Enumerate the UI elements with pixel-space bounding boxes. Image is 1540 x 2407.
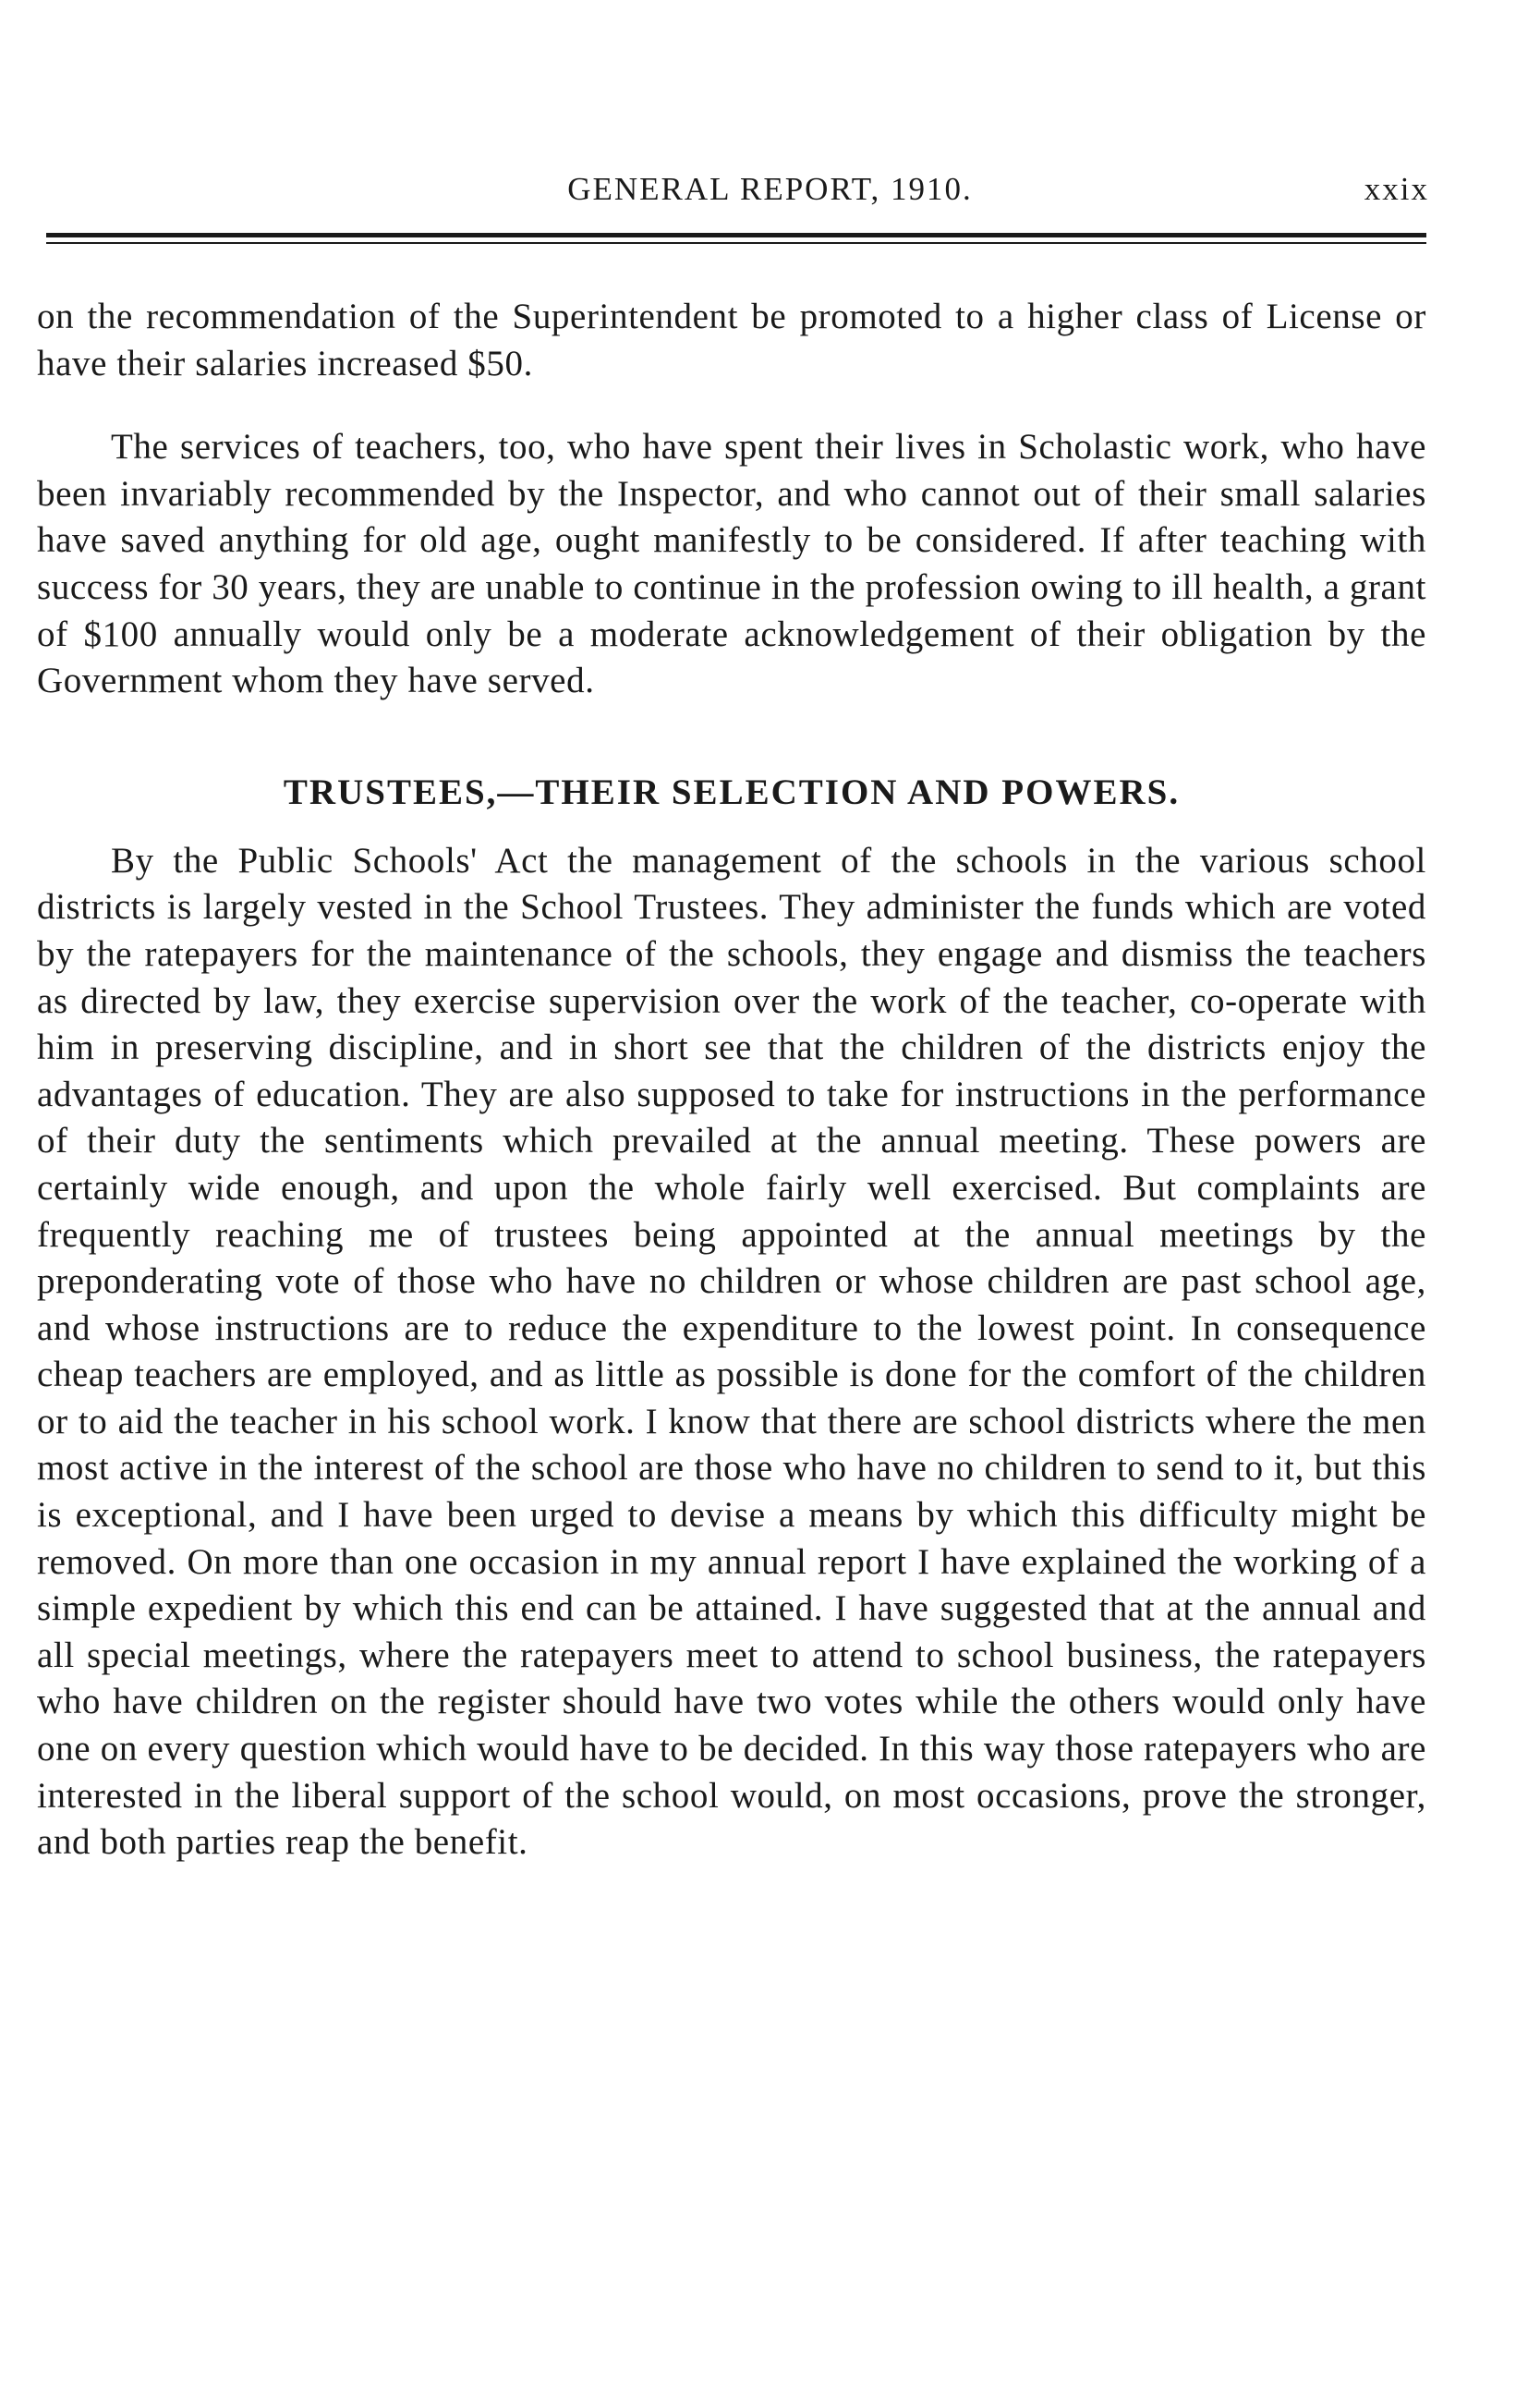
section-heading: TRUSTEES,—THEIR SELECTION AND POWERS. [283,772,1181,812]
paragraph-continuation: on the recommendation of the Superintendent be promoted to a higher class of License or have their salaries increased $50. [37,297,1426,383]
paragraph-trustees: By the Public Schools' Act the management of the schools in the various school districts is largely vested in the School Trustees. They administer the funds which are voted by the ratepayers for the maintenance of the schools, they engage and dismiss the teachers as directed by law, they exercise supervision over the work of the teacher, co-operate with him in preserving discipline, and in short see that the children of the districts enjoy the advantages of education. They are also supposed to take for instructions in the performance of their duty the sentiments which prevailed at the annual meeting. These powers are certainly wide enough, and upon the whole fairly well exercised. But complaints are frequently reaching me of trustees being appointed at the annual meetings by the preponderating vote of those who have no children or whose children are past school age, and whose instructions are to reduce the expenditure to the lowest point. In consequence cheap teachers are employed, and as little as possible is done for the comfort of the children or to aid the teacher in his school work. I know that there are school districts where the men most active in the interest of the school are those who have no children to send to it, but this is exceptional, and I have been urged to devise a means by which this difficulty might be removed. On more than one occasion in my annual report I have explained the working of a simple expedient by which this end can be attained. I have suggested that at the annual and all special meetings, where the ratepayers meet to attend to school business, the ratepayers who have children on the register should have two votes while the others would only have one on every question which would have to be decided. In this way those ratepayers who are interested in the liberal support of the school would, on most occasions, prove the stronger, and both parties reap the benefit. [37,840,1426,1863]
header-rule-thick [46,233,1426,237]
running-title: GENERAL REPORT, 1910. [567,171,973,207]
body-text [37,294,1426,1866]
page-number: xxix [1364,171,1429,207]
running-header [0,166,1540,213]
paragraph-teacher-services: The services of teachers, too, who have spent their lives in Scholastic work, who have been invariably recommended by the Inspector, and who cannot out of their small salaries have saved anything for old age, ought manifestly to be considered. If after teaching with success for 30 years, they are unable to continue in the profession owing to ill health, a grant of $100 annually would only be a moderate acknowledgement of their obligation by the Government whom they have served. [37,427,1426,701]
header-rule-thin [46,242,1426,244]
